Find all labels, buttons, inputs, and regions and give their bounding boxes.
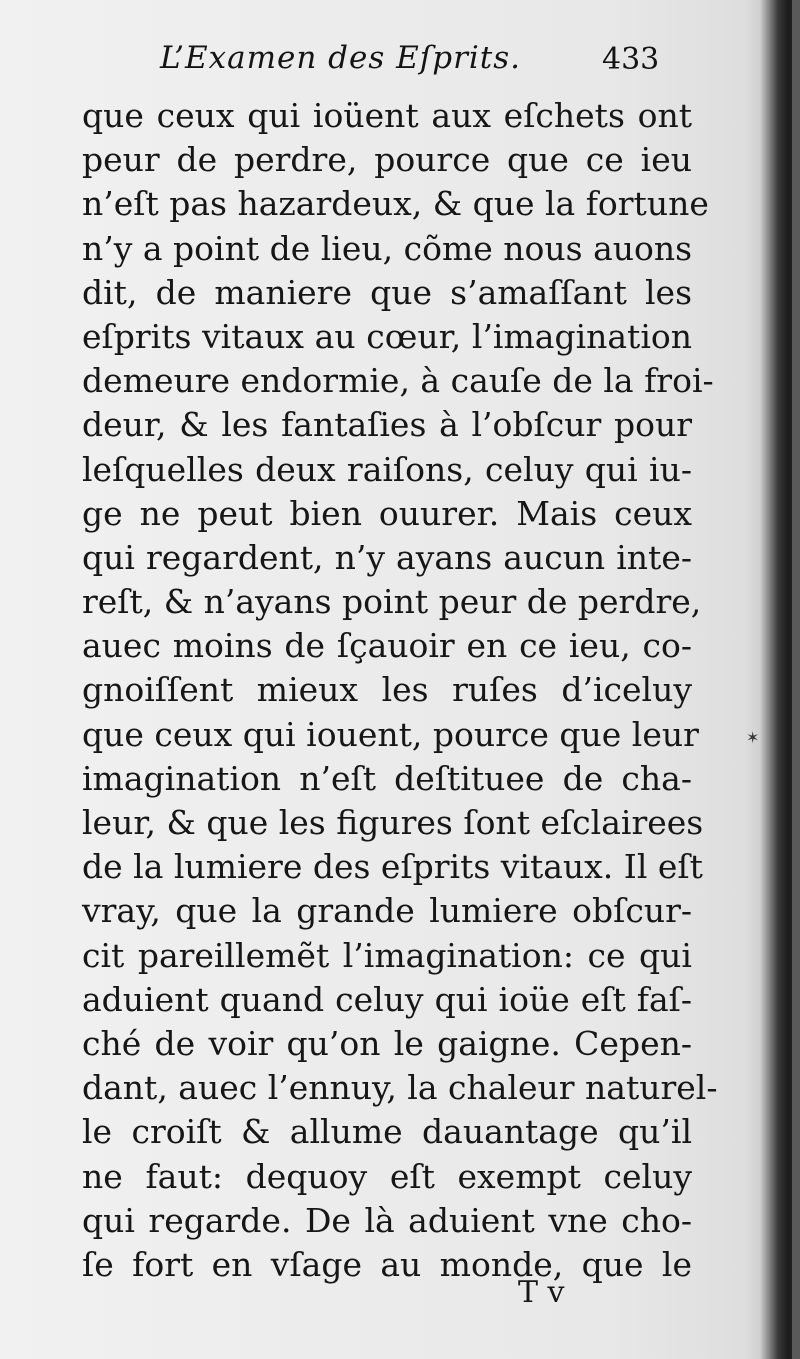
running-title: L’Examen des Eſprits. <box>160 40 522 76</box>
text-line: leſquelles deux raiſons, celuy qui iu- <box>82 449 692 489</box>
body-text-block <box>82 94 718 1287</box>
text-line: le croiſt & allume dauantage qu’il <box>82 1112 692 1152</box>
text-line: ge ne peut bien ouurer. Mais ceux <box>82 493 692 533</box>
text-line: que ceux qui iouent, pource que leur <box>82 714 699 754</box>
text-line: gnoiſſent mieux les ruſes d’iceluy <box>82 670 692 710</box>
text-line: deur, & les fantaſies à l’obſcur pour <box>82 405 692 445</box>
text-line: reſt, & n’ayans point peur de perdre, <box>82 582 702 622</box>
text-line: vray, que la grande lumiere obſcur- <box>82 891 692 931</box>
text-line: aduient quand celuy qui ioüe eſt faſ- <box>82 979 692 1019</box>
text-line: auec moins de ſçauoir en ce ieu, co- <box>82 626 692 666</box>
text-line: n’eſt pas hazardeux, & que la fortune <box>82 184 709 224</box>
text-line: demeure endormie, à cauſe de la froi- <box>82 361 714 401</box>
text-line: ché de voir qu’on le gaigne. Cepen- <box>82 1023 692 1063</box>
text-line: qui regarde. De là aduient vne cho- <box>82 1200 692 1240</box>
text-line: qui regardent, n’y ayans aucun inte- <box>82 537 692 577</box>
ink-speck: ✶ <box>746 728 760 747</box>
text-line: leur, & que les figures ſont eſclairees <box>82 803 704 842</box>
page-number: 433 <box>602 42 660 77</box>
text-line: eſprits vitaux au cœur, l’imagination <box>82 316 692 356</box>
text-line: que ceux qui ioüent aux eſchets ont <box>82 96 692 135</box>
text-line: cit pareillemẽt l’imagination: ce qui <box>82 935 692 975</box>
text-line: dant, auec l’ennuy, la chaleur naturel- <box>82 1068 718 1108</box>
text-line: de la lumiere des eſprits vitaux. Il eſt <box>82 847 703 887</box>
text-line: ne faut: dequoy eſt exempt celuy <box>82 1156 692 1196</box>
book-binding-edge <box>792 0 800 1359</box>
text-line: imagination n’eſt deſtituee de cha- <box>82 758 692 798</box>
text-line: dit, de maniere que s’amaſſant les <box>82 272 692 312</box>
catchword-signature: T v <box>518 1275 565 1310</box>
text-line: ſe fort en vſage au monde, que le <box>82 1244 692 1284</box>
text-line: n’y a point de lieu, cõme nous auons <box>82 228 693 268</box>
text-line: peur de perdre, pource que ce ieu <box>82 140 692 180</box>
